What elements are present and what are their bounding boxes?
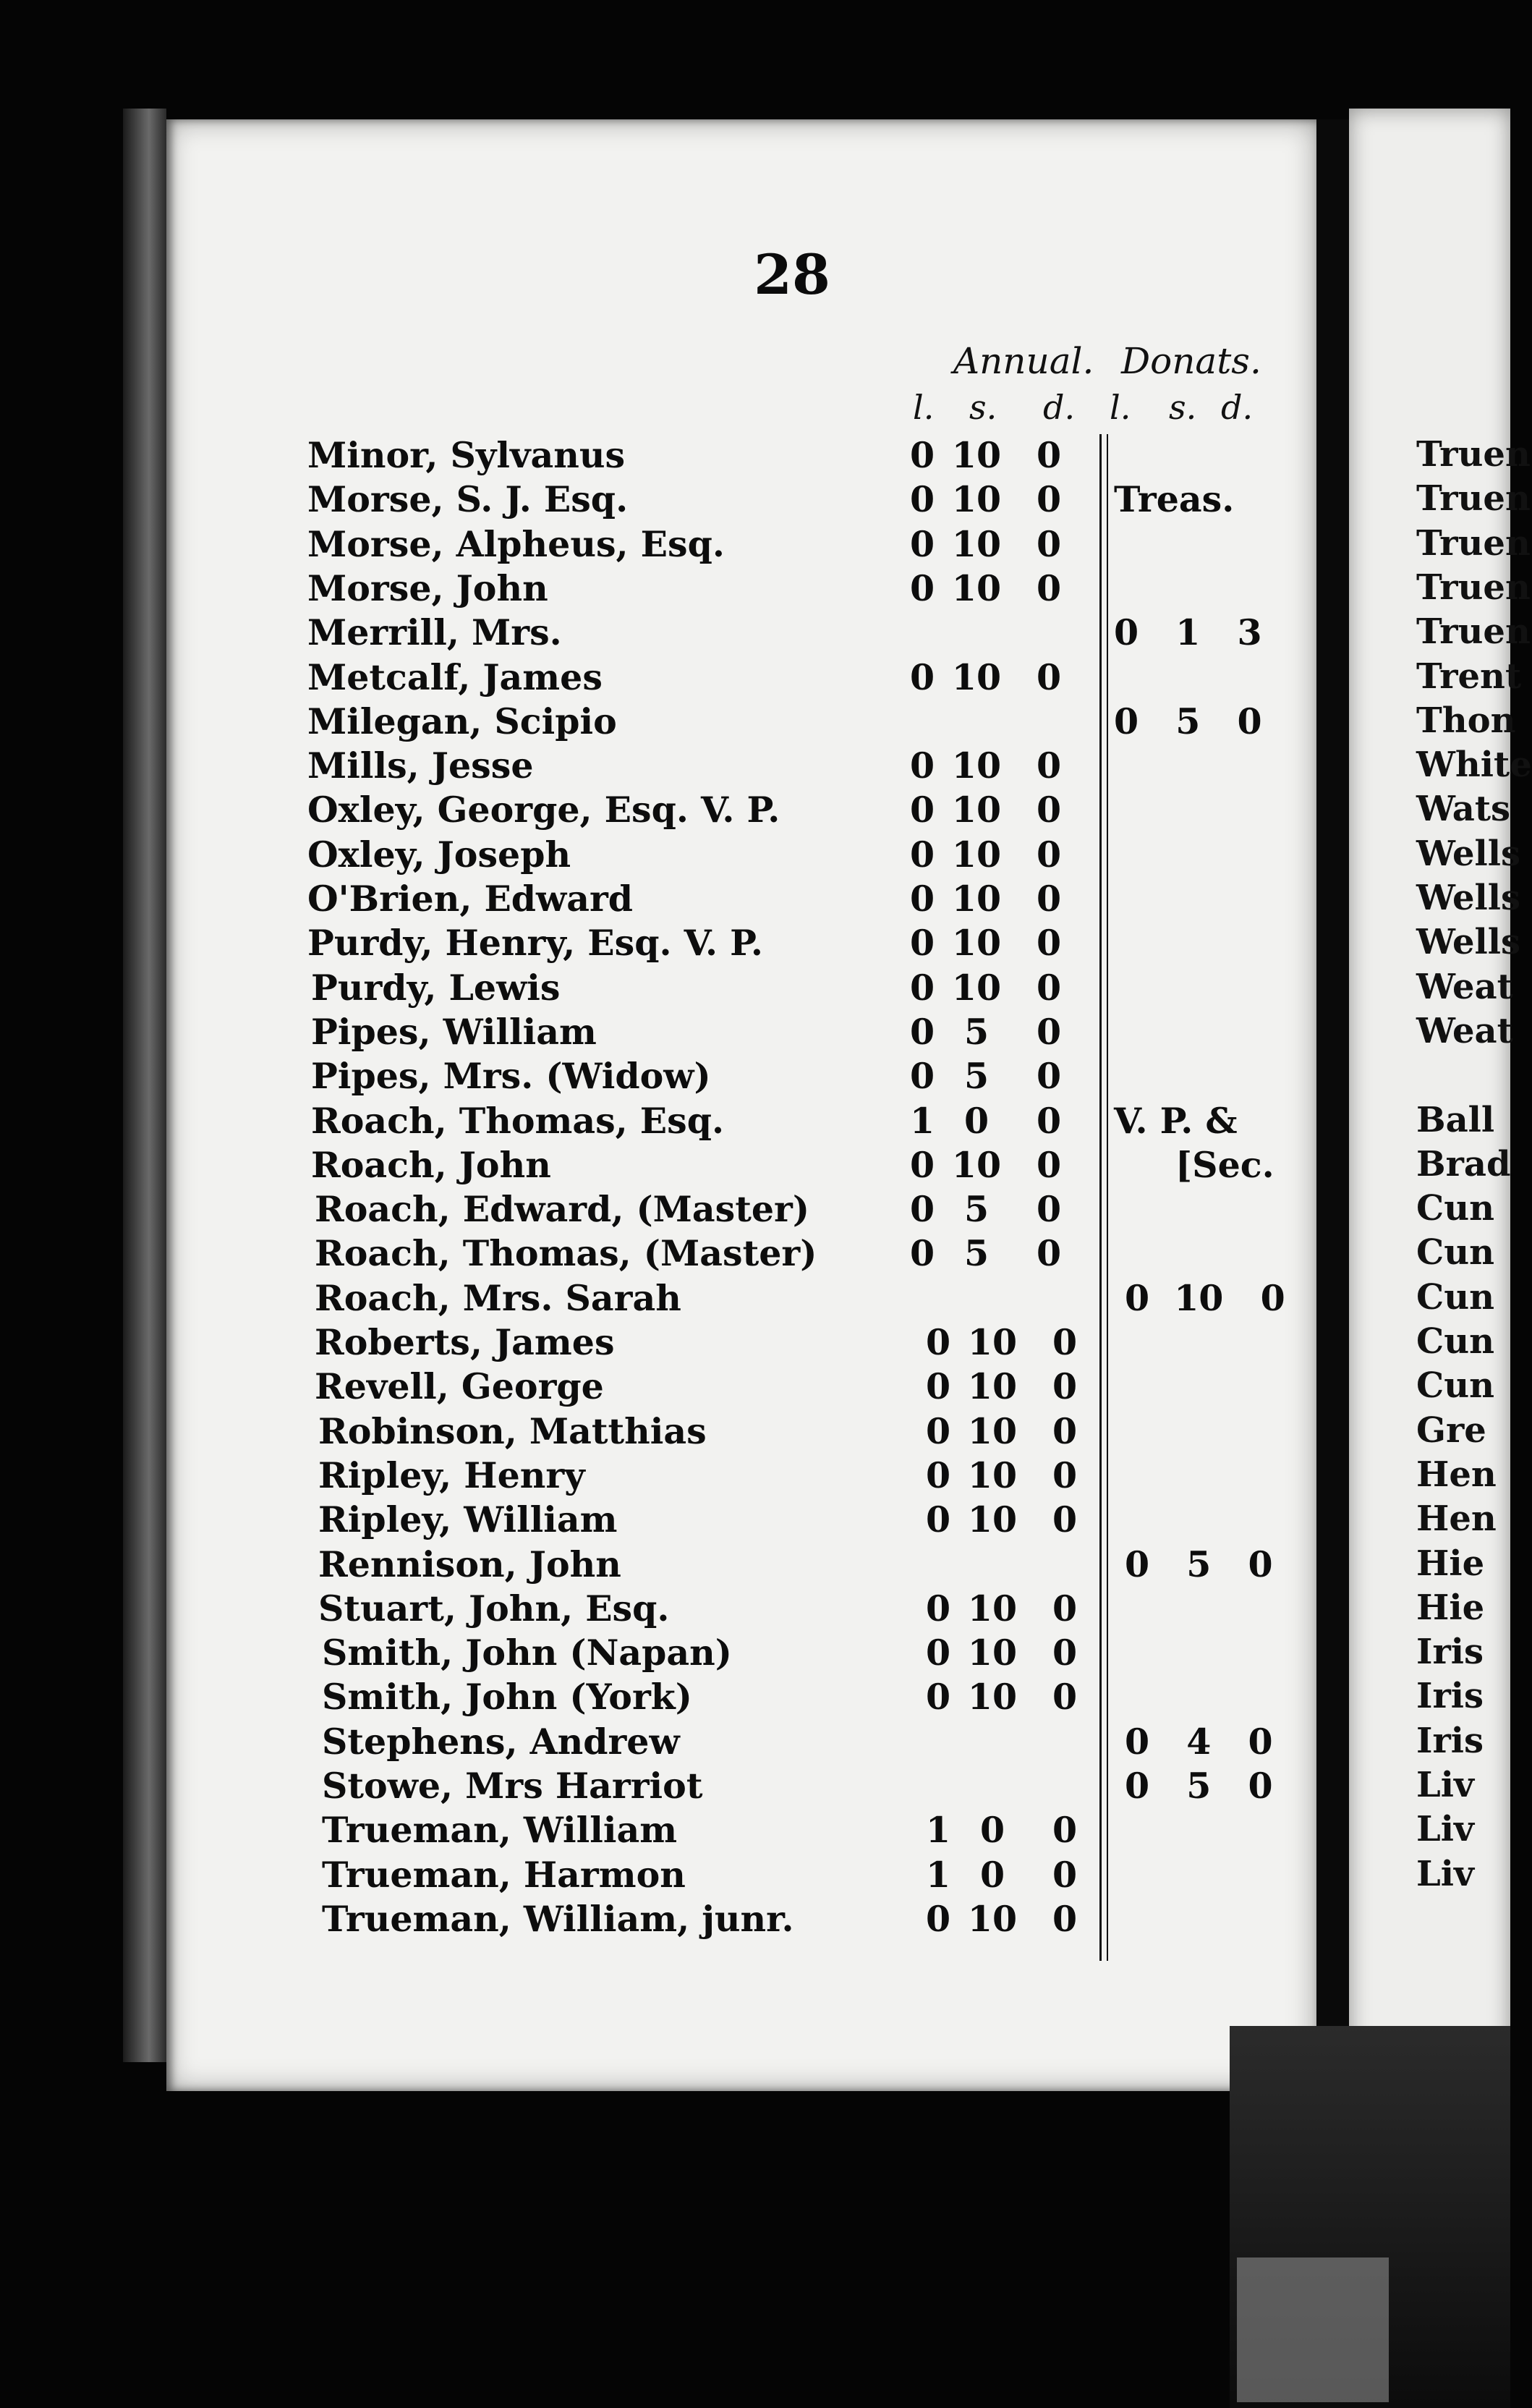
- annual-l-cell: 0: [909, 434, 935, 476]
- subscriber-name: Minor, Sylvanus: [307, 434, 626, 476]
- facing-page-fragment: Wells: [1416, 922, 1521, 962]
- annual-l-cell: 0: [909, 922, 935, 964]
- donation-cell: V. P. &: [1114, 1100, 1238, 1142]
- annual-s-cell: 10: [951, 922, 1002, 964]
- donation-unit-s: s.: [1169, 388, 1197, 427]
- scan-border: [123, 109, 166, 2062]
- annual-l-cell: 0: [925, 1365, 951, 1407]
- donation-unit-d: d.: [1221, 388, 1254, 427]
- subscriber-name: Stephens, Andrew: [322, 1721, 680, 1763]
- subscriber-name: Roach, Thomas, Esq.: [311, 1100, 725, 1142]
- facing-page-fragment: Liv: [1416, 1809, 1474, 1849]
- facing-page-fragment: Cun: [1416, 1232, 1494, 1273]
- facing-page-fragment: Truen: [1416, 434, 1531, 475]
- annual-s-cell: 10: [951, 967, 1002, 1009]
- annual-l-cell: 0: [909, 478, 935, 520]
- annual-l-cell: 0: [909, 1055, 935, 1097]
- annual-s-cell: 0: [979, 1854, 1005, 1896]
- annual-d-cell: 0: [1052, 1321, 1078, 1363]
- annual-l-cell: 0: [925, 1587, 951, 1629]
- subscriber-name: Oxley, Joseph: [307, 834, 571, 876]
- annual-d-cell: 0: [1036, 1100, 1062, 1142]
- facing-page-fragment: Iris: [1416, 1632, 1484, 1672]
- facing-page-fragment: Brad: [1416, 1144, 1511, 1184]
- annual-d-cell: 0: [1052, 1587, 1078, 1629]
- donations-header: Donats.: [1121, 340, 1261, 382]
- donation-cell: 0 10 0: [1125, 1277, 1285, 1319]
- annual-unit-d: d.: [1043, 388, 1076, 427]
- facing-page-fragment: Truen: [1416, 523, 1531, 564]
- facing-page-fragment: Iris: [1416, 1721, 1484, 1761]
- annual-l-cell: 1: [925, 1809, 951, 1851]
- facing-page-fragment: Liv: [1416, 1765, 1474, 1805]
- subscriber-name: Oxley, George, Esq. V. P.: [307, 789, 780, 831]
- annual-s-cell: 10: [951, 656, 1002, 698]
- subscriber-name: Robinson, Matthias: [318, 1410, 707, 1452]
- facing-page-fragment: Wells: [1416, 878, 1521, 918]
- annual-l-cell: 0: [909, 656, 935, 698]
- annual-d-cell: 0: [1036, 1232, 1062, 1274]
- subscriber-name: Smith, John (Napan): [322, 1632, 732, 1674]
- subscriber-name: Roach, Edward, (Master): [315, 1188, 810, 1230]
- annual-d-cell: 0: [1052, 1676, 1078, 1718]
- annual-l-cell: 1: [909, 1100, 935, 1142]
- annual-s-cell: 5: [963, 1055, 990, 1097]
- annual-s-cell: 5: [963, 1232, 990, 1274]
- subscriber-name: Ripley, Henry: [318, 1454, 585, 1496]
- facing-page-fragment: Liv: [1416, 1854, 1474, 1894]
- facing-page-fragment: Truen: [1416, 567, 1531, 608]
- subscriber-name: Purdy, Lewis: [311, 967, 561, 1009]
- facing-page-fragment: Hie: [1416, 1587, 1485, 1628]
- subscriber-name: Purdy, Henry, Esq. V. P.: [307, 922, 763, 964]
- annual-s-cell: 10: [967, 1587, 1018, 1629]
- subscriber-name: Trueman, William: [322, 1809, 678, 1851]
- subscriber-name: Pipes, Mrs. (Widow): [311, 1055, 711, 1097]
- annual-d-cell: 0: [1052, 1365, 1078, 1407]
- column-rule: [1099, 434, 1102, 1961]
- annual-d-cell: 0: [1052, 1809, 1078, 1851]
- annual-d-cell: 0: [1052, 1498, 1078, 1540]
- annual-d-cell: 0: [1036, 878, 1062, 920]
- subscriber-name: Revell, George: [315, 1365, 604, 1407]
- facing-page-fragment: Truen: [1416, 611, 1531, 652]
- facing-page-fragment: Cun: [1416, 1188, 1494, 1229]
- facing-page-fragment: Ball: [1416, 1100, 1495, 1140]
- annual-header: Annual.: [953, 340, 1094, 382]
- annual-d-cell: 0: [1036, 478, 1062, 520]
- donation-cell: 0 5 0: [1125, 1765, 1273, 1807]
- annual-s-cell: 10: [951, 478, 1002, 520]
- annual-d-cell: 0: [1052, 1632, 1078, 1674]
- facing-page-fragment: Cun: [1416, 1277, 1494, 1318]
- annual-s-cell: 10: [951, 745, 1002, 787]
- annual-d-cell: 0: [1036, 967, 1062, 1009]
- subscriber-name: Rennison, John: [318, 1543, 621, 1585]
- facing-page-fragment: Truen: [1416, 478, 1531, 519]
- annual-l-cell: 1: [925, 1854, 951, 1896]
- facing-page-fragment: Trent: [1416, 656, 1522, 697]
- annual-d-cell: 0: [1052, 1898, 1078, 1940]
- subscriber-name: Mills, Jesse: [307, 745, 534, 787]
- annual-d-cell: 0: [1036, 523, 1062, 565]
- annual-d-cell: 0: [1036, 789, 1062, 831]
- annual-l-cell: 0: [909, 567, 935, 609]
- donation-unit-l: l.: [1110, 388, 1131, 427]
- subscriber-name: Merrill, Mrs.: [307, 611, 562, 653]
- subscriber-name: Morse, S. J. Esq.: [307, 478, 629, 520]
- donation-cell: 0 4 0: [1125, 1721, 1273, 1763]
- annual-d-cell: 0: [1036, 656, 1062, 698]
- donation-cell: 0 5 0: [1114, 700, 1262, 742]
- annual-s-cell: 10: [967, 1498, 1018, 1540]
- facing-page-fragment: Gre: [1416, 1410, 1486, 1451]
- subscriber-name: Roach, Mrs. Sarah: [315, 1277, 681, 1319]
- annual-l-cell: 0: [925, 1898, 951, 1940]
- annual-l-cell: 0: [909, 745, 935, 787]
- annual-l-cell: 0: [909, 834, 935, 876]
- annual-d-cell: 0: [1036, 1011, 1062, 1053]
- page-number: 28: [754, 242, 830, 307]
- subscriber-name: Stuart, John, Esq.: [318, 1587, 670, 1629]
- annual-s-cell: 10: [967, 1676, 1018, 1718]
- annual-d-cell: 0: [1036, 1055, 1062, 1097]
- annual-l-cell: 0: [909, 1188, 935, 1230]
- annual-s-cell: 10: [951, 523, 1002, 565]
- subscriber-name: Roach, John: [311, 1144, 551, 1186]
- annual-l-cell: 0: [925, 1454, 951, 1496]
- subscriber-name: Roach, Thomas, (Master): [315, 1232, 817, 1274]
- annual-s-cell: 10: [967, 1632, 1018, 1674]
- subscriber-name: Morse, John: [307, 567, 548, 609]
- annual-d-cell: 0: [1052, 1454, 1078, 1496]
- annual-d-cell: 0: [1036, 1144, 1062, 1186]
- annual-s-cell: 10: [967, 1410, 1018, 1452]
- annual-s-cell: 10: [967, 1898, 1018, 1940]
- facing-page-fragment: Iris: [1416, 1676, 1484, 1716]
- annual-s-cell: 10: [967, 1454, 1018, 1496]
- annual-s-cell: 0: [979, 1809, 1005, 1851]
- annual-s-cell: 5: [963, 1188, 990, 1230]
- annual-d-cell: 0: [1036, 745, 1062, 787]
- annual-l-cell: 0: [909, 1232, 935, 1274]
- annual-l-cell: 0: [925, 1676, 951, 1718]
- annual-l-cell: 0: [909, 878, 935, 920]
- annual-d-cell: 0: [1036, 567, 1062, 609]
- annual-l-cell: 0: [925, 1498, 951, 1540]
- annual-s-cell: 10: [967, 1321, 1018, 1363]
- facing-page-fragment: Cun: [1416, 1365, 1494, 1406]
- annual-l-cell: 0: [925, 1321, 951, 1363]
- facing-page-fragment: Wells: [1416, 834, 1521, 874]
- annual-d-cell: 0: [1036, 1188, 1062, 1230]
- subscriber-name: Roberts, James: [315, 1321, 615, 1363]
- annual-l-cell: 0: [909, 789, 935, 831]
- facing-page-fragment: Hen: [1416, 1498, 1497, 1539]
- annual-s-cell: 5: [963, 1011, 990, 1053]
- facing-page-fragment: Weat: [1416, 1011, 1513, 1051]
- annual-l-cell: 0: [925, 1410, 951, 1452]
- scan-edge-strip: [1237, 2258, 1389, 2402]
- facing-page-fragment: Hen: [1416, 1454, 1497, 1495]
- subscriber-name: Trueman, William, junr.: [322, 1898, 794, 1940]
- annual-s-cell: 10: [951, 834, 1002, 876]
- annual-unit-s: s.: [969, 388, 997, 427]
- annual-l-cell: 0: [909, 1011, 935, 1053]
- book-gutter: [1316, 119, 1349, 2091]
- annual-d-cell: 0: [1036, 834, 1062, 876]
- annual-l-cell: 0: [925, 1632, 951, 1674]
- annual-l-cell: 0: [909, 967, 935, 1009]
- annual-s-cell: 10: [967, 1365, 1018, 1407]
- subscriber-name: Smith, John (York): [322, 1676, 692, 1718]
- donation-cell: 0 1 3: [1114, 611, 1262, 653]
- annual-s-cell: 10: [951, 1144, 1002, 1186]
- facing-page-fragment: Hie: [1416, 1543, 1485, 1584]
- subscriber-name: O'Brien, Edward: [307, 878, 634, 920]
- subscriber-name: Morse, Alpheus, Esq.: [307, 523, 725, 565]
- facing-page-fragment: Thon: [1416, 700, 1516, 741]
- column-rule: [1107, 434, 1108, 1961]
- subscriber-name: Pipes, William: [311, 1011, 597, 1053]
- facing-page-fragment: Cun: [1416, 1321, 1494, 1362]
- annual-s-cell: 10: [951, 567, 1002, 609]
- annual-s-cell: 10: [951, 878, 1002, 920]
- facing-page-fragment: Wats: [1416, 789, 1511, 829]
- donation-cell: 0 5 0: [1125, 1543, 1273, 1585]
- subscriber-name: Milegan, Scipio: [307, 700, 617, 742]
- annual-d-cell: 0: [1052, 1854, 1078, 1896]
- annual-unit-l: l.: [913, 388, 935, 427]
- subscriber-name: Stowe, Mrs Harriot: [322, 1765, 703, 1807]
- subscriber-name: Metcalf, James: [307, 656, 603, 698]
- subscriber-name: Ripley, William: [318, 1498, 618, 1540]
- annual-s-cell: 10: [951, 434, 1002, 476]
- annual-l-cell: 0: [909, 523, 935, 565]
- annual-l-cell: 0: [909, 1144, 935, 1186]
- annual-d-cell: 0: [1036, 922, 1062, 964]
- donation-cell: Treas.: [1114, 478, 1235, 520]
- annual-d-cell: 0: [1036, 434, 1062, 476]
- subscriber-name: Trueman, Harmon: [322, 1854, 686, 1896]
- facing-page-fragment: White: [1416, 745, 1532, 785]
- annual-s-cell: 10: [951, 789, 1002, 831]
- annual-d-cell: 0: [1052, 1410, 1078, 1452]
- annual-s-cell: 0: [963, 1100, 990, 1142]
- donation-cell: [Sec.: [1175, 1144, 1274, 1186]
- facing-page-fragment: Weat: [1416, 967, 1513, 1007]
